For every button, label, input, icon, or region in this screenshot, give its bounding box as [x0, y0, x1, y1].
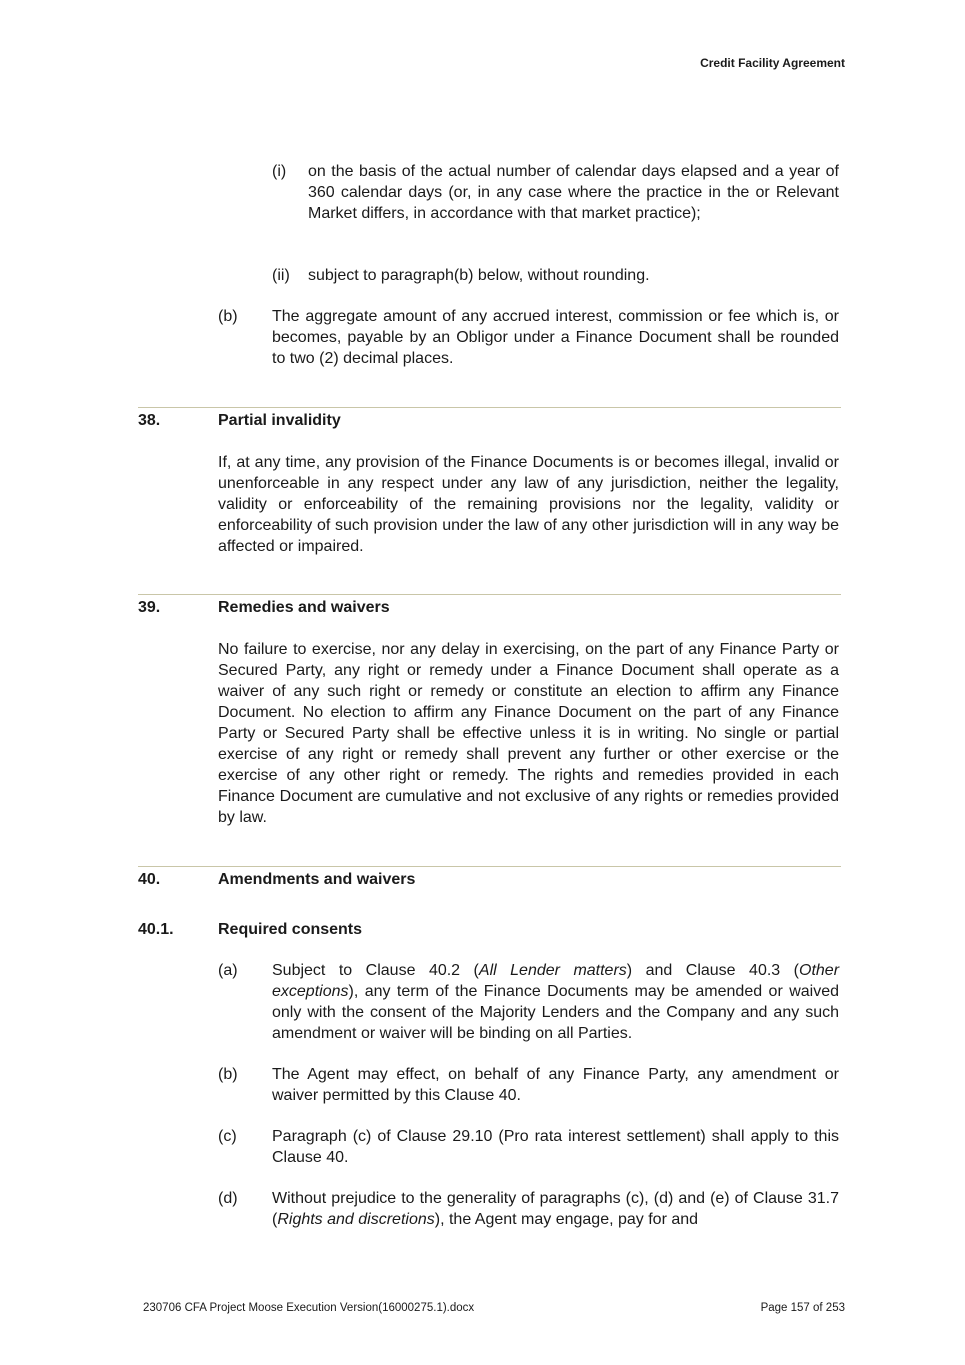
item-text-ii: subject to paragraph(b) below, without rounding.: [308, 267, 650, 284]
para-text-d: Without prejudice to the generality of paragraphs (c), (d) and (e) of Clause 31.7 (Rights and discretions), the Agent may engage, pay for and: [272, 1190, 839, 1228]
clause-38-title: Partial invalidity: [218, 412, 341, 429]
para-text-c: Paragraph (c) of Clause 29.10 (Pro rata interest settlement) shall apply to this Clause 40.: [272, 1128, 839, 1166]
para-label-b: (b): [218, 1066, 238, 1083]
clause-38-number: 38.: [138, 412, 161, 429]
clause-40-number: 40.: [138, 871, 161, 888]
clause-40-title: Amendments and waivers: [218, 871, 416, 888]
section-divider: [138, 594, 841, 595]
item-text-i: on the basis of the actual number of calendar days elapsed and a year of 360 calendar days (or, in any case where the practice in the or Relevant Market differs, in accordance with that market practice);: [308, 163, 839, 222]
section-divider: [138, 407, 841, 408]
para-label-d: (d): [218, 1190, 238, 1207]
para-text-b: The Agent may effect, on behalf of any Finance Party, any amendment or waiver permitted by this Clause 40.: [272, 1066, 839, 1104]
clause-40-1-title: Required consents: [218, 921, 363, 938]
para-text-a: Subject to Clause 40.2 (All Lender matters) and Clause 40.3 (Other exceptions), any term of the Finance Documents may be amended or waived only with the consent of the Majority Lenders and the Company and any such amendment or waiver will be binding on all Parties.: [272, 962, 840, 1042]
item-label-ii: (ii): [272, 267, 290, 284]
para-label-c: (c): [218, 1128, 237, 1145]
footer-page-number: Page 157 of 253: [760, 1302, 845, 1314]
clause-40-1-number: 40.1.: [138, 921, 174, 938]
para-label-a: (a): [218, 962, 238, 979]
item-label-i: (i): [272, 163, 287, 180]
clause-38-body: If, at any time, any provision of the Finance Documents is or becomes illegal, invalid or unenforceable in any respect under any law of any jurisdiction, neither the legality, validity or enforceability of the remaining provisions nor the legality, validity or enforceability of such provision under the law of any other jurisdiction will in any way be affected or impaired.: [218, 454, 839, 555]
section-divider: [138, 866, 841, 867]
clause-39-title: Remedies and waivers: [218, 599, 390, 616]
running-header-title: Credit Facility Agreement: [700, 56, 845, 70]
para-text-b: The aggregate amount of any accrued interest, commission or fee which is, or becomes, payable by an Obligor under a Finance Document shall be rounded to two (2) decimal places.: [272, 308, 839, 367]
clause-39-body: No failure to exercise, nor any delay in exercising, on the part of any Finance Party or Secured Party, any right or remedy under a Finance Document shall operate as a waiver of any such right or remedy or constitute an election to affirm any Finance Document. No election to affirm any Finance Document on the part of any Finance Party or Secured Party shall be effective unless it is in writing. No single or partial exercise of any right or remedy shall prevent any further or other exercise or the exercise of any other right or remedy. The rights and remedies provided in each Finance Document are cumulative and not exclusive of any rights or remedies provided by law.: [218, 641, 839, 826]
para-label-b: (b): [218, 308, 238, 325]
footer-document-name: 230706 CFA Project Moose Execution Version(16000275.1).docx: [143, 1302, 475, 1314]
clause-39-number: 39.: [138, 599, 161, 616]
